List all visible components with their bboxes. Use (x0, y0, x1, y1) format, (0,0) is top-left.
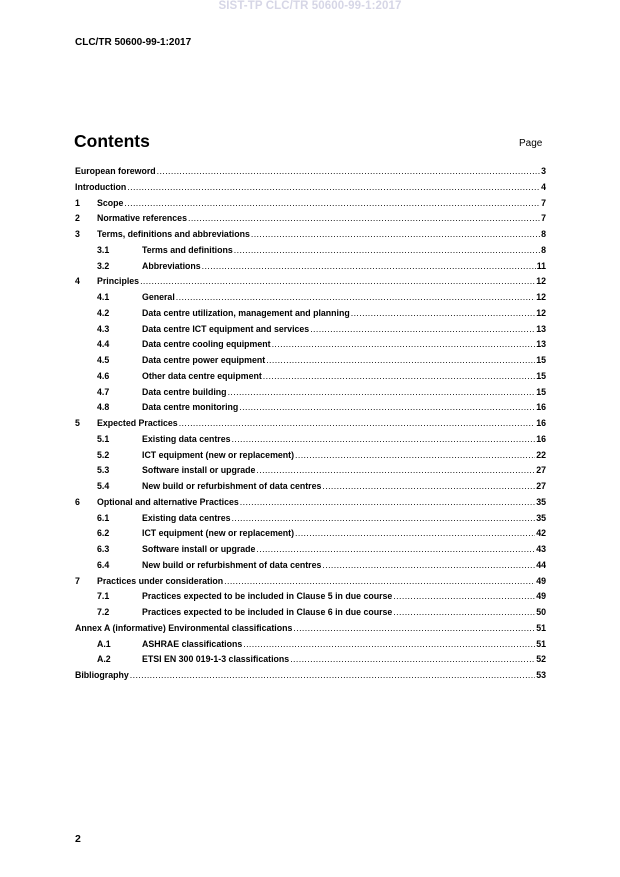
toc-dot-leader (393, 607, 535, 617)
toc-entry[interactable] (75, 229, 546, 245)
toc-entry-title: Data centre monitoring (142, 402, 239, 413)
toc-entry[interactable] (75, 560, 546, 576)
toc-entry-title: Practices under consideration (97, 575, 224, 586)
toc-entry-title: Practices expected to be included in Clause 6 in due course (142, 607, 393, 617)
toc-dot-leader (310, 324, 535, 334)
toc-dot-leader (232, 513, 536, 523)
toc-entry-title: Data centre power equipment (142, 355, 266, 365)
toc-entry-title: ICT equipment (new or replacement) (142, 528, 295, 539)
toc-entry[interactable] (75, 355, 546, 371)
document-id: CLC/TR 50600-99-1:2017 (75, 37, 192, 48)
toc-dot-leader (202, 261, 536, 271)
toc-entry-page: 11 (536, 260, 546, 271)
toc-dot-leader (140, 276, 535, 286)
toc-entry-number: 3.1 (97, 244, 110, 255)
toc-entry-page: 16 (536, 433, 546, 444)
toc-dot-leader (234, 245, 540, 255)
toc-entry-title: Data centre cooling equipment (142, 339, 271, 350)
toc-entry-page: 13 (536, 323, 546, 334)
toc-entry[interactable] (75, 670, 546, 686)
toc-entry-page: 51 (536, 638, 546, 649)
toc-entry-title: Data centre ICT equipment and services (142, 323, 310, 334)
toc-entry-title: General (142, 292, 175, 302)
toc-entry[interactable] (75, 450, 546, 466)
toc-entry[interactable] (75, 166, 546, 182)
toc-entry-number: 7.2 (97, 607, 110, 617)
toc-entry-number: 4.6 (97, 370, 110, 381)
toc-entry-title: Optional and alternative Practices (97, 496, 239, 507)
toc-dot-leader (266, 355, 535, 365)
toc-entry-title: Annex A (informative) Environmental classifications (75, 622, 293, 633)
toc-dot-leader (243, 639, 535, 649)
toc-entry-title: Introduction (75, 181, 127, 192)
toc-entry-page: 13 (536, 339, 546, 350)
toc-entry[interactable] (75, 481, 546, 497)
toc-entry-title: Software install or upgrade (142, 544, 256, 554)
toc-entry[interactable] (75, 371, 546, 387)
toc-entry[interactable] (75, 623, 546, 639)
toc-entry-number: 4.7 (97, 386, 110, 397)
toc-entry-title: Existing data centres (142, 433, 231, 444)
toc-entry-number: 3.2 (97, 260, 110, 271)
toc-entry[interactable] (75, 418, 546, 434)
toc-entry-page: 53 (536, 670, 546, 680)
toc-entry-number: 6.3 (97, 544, 110, 554)
toc-entry[interactable] (75, 402, 546, 418)
contents-heading: Contents (74, 131, 150, 151)
toc-entry[interactable] (75, 245, 546, 261)
toc-dot-leader (293, 623, 535, 633)
toc-entry-page: 50 (536, 607, 546, 617)
toc-entry-number: 4.4 (97, 339, 110, 350)
toc-entry-number: 4 (75, 276, 80, 287)
toc-dot-leader (228, 387, 536, 397)
toc-entry-page: 16 (536, 418, 546, 428)
toc-entry-page: 16 (536, 402, 546, 413)
toc-dot-leader (251, 229, 540, 239)
toc-dot-leader (393, 591, 535, 601)
toc-dot-leader (232, 434, 536, 444)
toc-dot-leader (157, 166, 540, 176)
toc-entry-title: Data centre building (142, 386, 227, 397)
toc-entry-number: 7 (75, 575, 80, 586)
toc-dot-leader (127, 182, 540, 192)
toc-entry-page: 3 (541, 166, 546, 176)
toc-entry-number: 5.2 (97, 449, 110, 460)
toc-entry-title: Bibliography (75, 670, 129, 680)
toc-entry[interactable] (75, 198, 546, 214)
toc-entry-page: 12 (536, 307, 546, 318)
toc-dot-leader (256, 465, 535, 475)
toc-entry[interactable] (75, 465, 546, 481)
toc-entry[interactable] (75, 513, 546, 529)
toc-dot-leader (263, 371, 535, 381)
toc-dot-leader (240, 497, 535, 507)
toc-entry-title: Data centre utilization, management and planning (142, 307, 350, 318)
toc-entry[interactable] (75, 324, 546, 340)
toc-dot-leader (322, 560, 535, 570)
toc-entry[interactable] (75, 497, 546, 513)
toc-entry-number: 6.1 (97, 512, 110, 523)
toc-entry-page: 35 (536, 512, 546, 523)
toc-entry-number: 4.2 (97, 307, 110, 318)
toc-dot-leader (256, 544, 535, 554)
toc-entry-number: A.1 (97, 638, 111, 649)
toc-dot-leader (130, 670, 535, 680)
toc-dot-leader (295, 450, 535, 460)
toc-entry[interactable] (75, 261, 546, 277)
toc-entry-number: 4.8 (97, 402, 110, 413)
toc-entry-title: Scope (97, 197, 124, 208)
toc-entry-page: 8 (541, 244, 546, 255)
toc-entry-page: 42 (536, 528, 546, 539)
toc-entry-number: 6 (75, 496, 80, 507)
toc-entry-page: 52 (536, 654, 546, 665)
toc-entry-title: Terms and definitions (142, 244, 233, 255)
toc-entry[interactable] (75, 607, 546, 623)
toc-entry[interactable] (75, 591, 546, 607)
toc-entry-page: 35 (536, 496, 546, 507)
toc-dot-leader (176, 292, 535, 302)
toc-entry-number: 5 (75, 418, 80, 428)
toc-entry[interactable] (75, 276, 546, 292)
toc-entry-number: 1 (75, 197, 80, 208)
toc-entry-page: 51 (536, 622, 546, 633)
toc-entry-title: Expected Practices (97, 418, 178, 428)
toc-entry[interactable] (75, 292, 546, 308)
toc-entry-title: Software install or upgrade (142, 465, 256, 476)
toc-entry-title: Principles (97, 276, 140, 287)
toc-entry-number: 3 (75, 229, 80, 239)
toc-entry-page: 49 (536, 575, 546, 586)
page-number: 2 (75, 833, 81, 845)
toc-entry-title: ICT equipment (new or replacement) (142, 449, 295, 460)
toc-entry-number: 5.3 (97, 465, 110, 476)
toc-entry-title: Normative references (97, 213, 187, 224)
toc-entry-number: 4.3 (97, 323, 110, 334)
toc-entry-page: 7 (541, 197, 546, 208)
toc-dot-leader (239, 402, 535, 412)
toc-entry-page: 4 (541, 181, 546, 192)
toc-entry[interactable] (75, 528, 546, 544)
toc-entry-page: 49 (536, 591, 546, 602)
toc-entry-title: Existing data centres (142, 512, 231, 523)
toc-entry[interactable] (75, 213, 546, 229)
toc-entry[interactable] (75, 654, 546, 670)
toc-entry-title: Abbreviations (142, 260, 201, 271)
toc-entry-number: 6.4 (97, 559, 110, 570)
watermark: SIST-TP CLC/TR 50600-99-1:2017 (218, 0, 402, 12)
toc-entry[interactable] (75, 576, 546, 592)
toc-entry-page: 15 (536, 370, 546, 381)
toc-dot-leader (124, 198, 540, 208)
toc-entry-page: 8 (541, 229, 546, 239)
toc-entry-number: 6.2 (97, 528, 110, 539)
toc-entry-page: 15 (536, 386, 546, 397)
toc-entry[interactable] (75, 544, 546, 560)
toc-entry-page: 12 (536, 276, 546, 287)
toc-entry-title: Practices expected to be included in Clause 5 in due course (142, 591, 393, 602)
toc-entry-page: 43 (536, 544, 546, 554)
toc-entry-number: 7.1 (97, 591, 110, 602)
toc-entry[interactable] (75, 387, 546, 403)
toc-entry[interactable] (75, 182, 546, 198)
toc-entry-page: 27 (536, 481, 546, 491)
toc-entry-number: A.2 (97, 654, 111, 665)
toc-entry-title: ETSI EN 300 019-1-3 classifications (142, 654, 290, 665)
toc-entry-number: 2 (75, 213, 80, 224)
toc-entry-number: 5.1 (97, 433, 110, 444)
toc-dot-leader (272, 339, 536, 349)
toc-dot-leader (224, 576, 535, 586)
toc-entry-number: 5.4 (97, 481, 110, 491)
toc-entry-title: New build or refurbishment of data centres (142, 559, 322, 570)
toc-dot-leader (290, 654, 535, 664)
toc-entry[interactable] (75, 308, 546, 324)
toc-entry[interactable] (75, 339, 546, 355)
toc-entry-page: 15 (536, 355, 546, 365)
toc-entry[interactable] (75, 434, 546, 450)
toc-entry-page: 27 (536, 465, 546, 476)
toc-dot-leader (351, 308, 535, 318)
toc-entry-page: 12 (536, 292, 546, 302)
toc-entry-page: 22 (536, 449, 546, 460)
toc-dot-leader (295, 528, 535, 538)
toc-dot-leader (179, 418, 536, 428)
page-column-label: Page (519, 138, 543, 149)
toc-entry-page: 44 (536, 559, 546, 570)
toc-dot-leader (188, 213, 540, 223)
toc-entry-number: 4.1 (97, 292, 110, 302)
toc-entry-title: ASHRAE classifications (142, 638, 243, 649)
toc-entry-title: Terms, definitions and abbreviations (97, 229, 250, 239)
toc-entry-title: Other data centre equipment (142, 370, 262, 381)
toc-entry-title: New build or refurbishment of data centres (142, 481, 322, 491)
table-of-contents (75, 166, 546, 686)
toc-entry[interactable] (75, 639, 546, 655)
toc-entry-page: 7 (541, 213, 546, 224)
toc-entry-title: European foreword (75, 166, 156, 176)
toc-entry-number: 4.5 (97, 355, 110, 365)
toc-dot-leader (322, 481, 535, 491)
